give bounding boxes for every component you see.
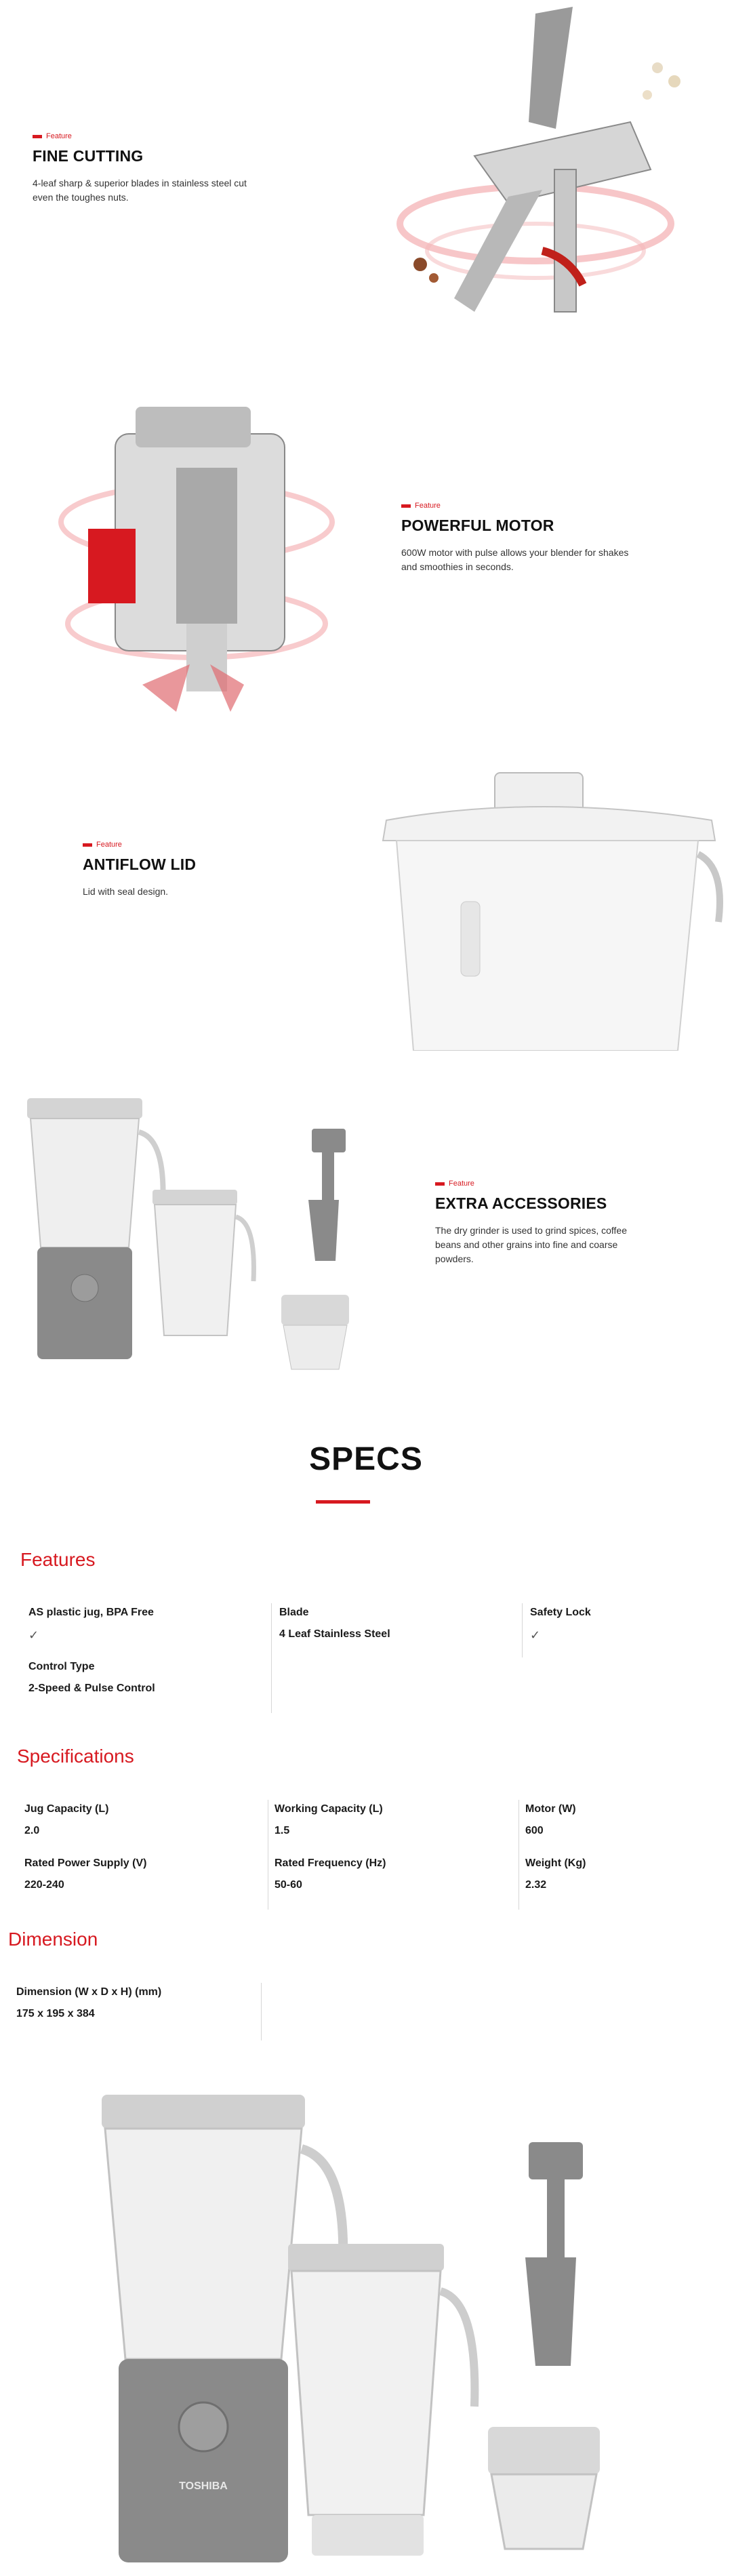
spec-cell xyxy=(274,1857,386,1891)
spec-cell xyxy=(24,1803,108,1837)
spec-cell xyxy=(525,1857,586,1891)
check-icon: ✓ xyxy=(530,1628,541,1642)
spec-cell xyxy=(274,1803,383,1837)
feature-extra-accessories xyxy=(435,1180,693,1266)
feature-description: 4-leaf sharp & superior blades in stainless steel cut even the toughes nuts. xyxy=(33,178,247,203)
features-heading: Features xyxy=(20,1549,96,1570)
spec-label: Control Type xyxy=(28,1661,95,1672)
feature-description: The dry grinder is used to grind spices, coffee beans and other grains into fine and coarse powders. xyxy=(435,1225,628,1264)
spec-cell xyxy=(28,1607,154,1643)
spec-cell xyxy=(525,1803,576,1837)
spec-cell xyxy=(28,1661,155,1695)
spec-cell xyxy=(16,1986,161,2020)
divider xyxy=(261,1983,262,2040)
lid-illustration xyxy=(373,766,732,1051)
feature-title: ANTIFLOW LID xyxy=(83,856,197,873)
divider xyxy=(271,1603,272,1713)
check-icon: ✓ xyxy=(28,1628,39,1642)
accessories-illustration xyxy=(20,1091,400,1376)
feature-fine-cutting xyxy=(33,132,290,205)
spec-cell xyxy=(24,1857,146,1891)
divider xyxy=(522,1603,523,1657)
feature-tag: Feature xyxy=(435,1180,693,1188)
spec-value: 2.32 xyxy=(525,1879,547,1891)
spec-label: Rated Power Supply (V) xyxy=(24,1857,147,1869)
spec-cell xyxy=(279,1607,390,1641)
feature-tag: Feature xyxy=(401,502,659,510)
spec-value: 600 xyxy=(525,1825,544,1836)
spec-value: 2.0 xyxy=(24,1825,40,1836)
specifications-heading: Specifications xyxy=(17,1746,134,1767)
spec-label: Dimension (W x D x H) (mm) xyxy=(16,1986,162,1998)
spec-label: Rated Frequency (Hz) xyxy=(274,1857,386,1869)
spec-value: 2-Speed & Pulse Control xyxy=(28,1683,155,1694)
spec-cell xyxy=(530,1607,591,1643)
spec-label: Blade xyxy=(279,1607,309,1618)
blade-illustration xyxy=(339,0,705,359)
feature-title: FINE CUTTING xyxy=(33,147,144,165)
spec-value: 1.5 xyxy=(274,1825,290,1836)
toshiba-logo: TOSHIBA xyxy=(179,2480,228,2492)
specs-title: SPECS xyxy=(309,1441,423,1477)
feature-description: Lid with seal design. xyxy=(83,886,169,897)
spec-label: Motor (W) xyxy=(525,1803,576,1815)
dimension-heading: Dimension xyxy=(8,1929,98,1950)
motor-illustration xyxy=(41,366,346,725)
specs-underline xyxy=(316,1500,370,1504)
feature-powerful-motor xyxy=(401,502,659,574)
spec-label: Jug Capacity (L) xyxy=(24,1803,109,1815)
feature-tag: Feature xyxy=(83,841,340,849)
spec-value: 4 Leaf Stainless Steel xyxy=(279,1628,390,1640)
feature-antiflow-lid xyxy=(83,841,340,899)
feature-tag: Feature xyxy=(33,132,290,140)
divider xyxy=(518,1800,519,1910)
spec-label: Working Capacity (L) xyxy=(274,1803,383,1815)
spec-value: 175 x 195 x 384 xyxy=(16,2008,95,2019)
feature-title: POWERFUL MOTOR xyxy=(401,517,554,534)
feature-title: EXTRA ACCESSORIES xyxy=(435,1194,607,1212)
product-set-image xyxy=(61,2074,671,2569)
spec-label: AS plastic jug, BPA Free xyxy=(28,1607,154,1618)
spec-value: 220-240 xyxy=(24,1879,64,1891)
spec-label: Safety Lock xyxy=(530,1607,591,1618)
feature-description: 600W motor with pulse allows your blender for shakes and smoothies in seconds. xyxy=(401,547,629,572)
spec-value: 50-60 xyxy=(274,1879,302,1891)
spec-label: Weight (Kg) xyxy=(525,1857,586,1869)
